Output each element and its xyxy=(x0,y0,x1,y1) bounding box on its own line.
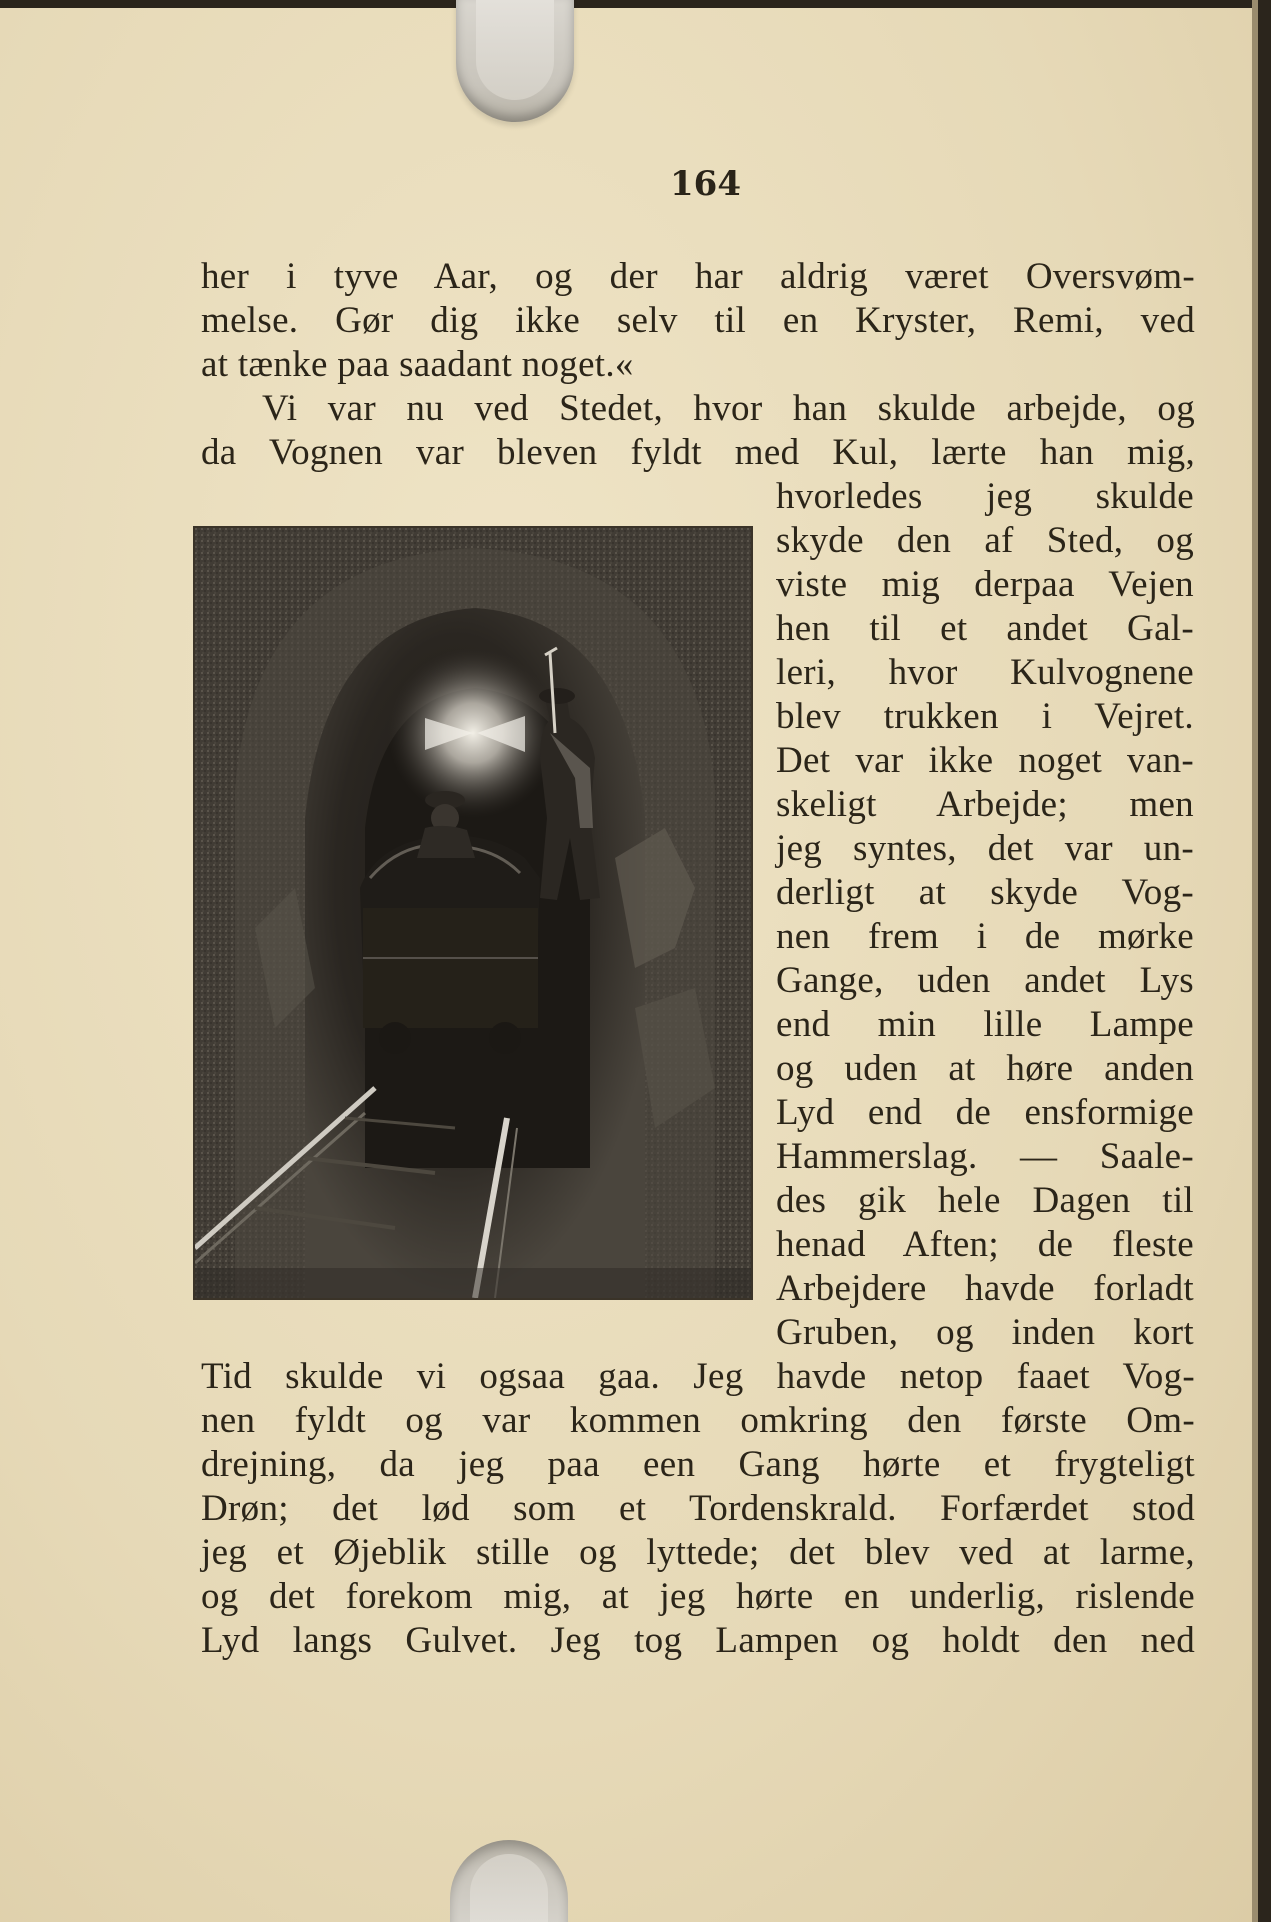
text-line: Lyd langs Gulvet. Jeg tog Lampen og holdt den ned xyxy=(201,1620,1195,1661)
text-line: des gik hele Dagen til xyxy=(776,1180,1194,1221)
text-line: nen fyldt og var kommen omkring den første Om- xyxy=(201,1400,1195,1441)
text-line: Vi var nu ved Stedet, hvor han skulde arbejde, og xyxy=(262,388,1195,429)
text-line: her i tyve Aar, og der har aldrig været Oversvøm- xyxy=(201,256,1195,297)
text-line: og uden at høre anden xyxy=(776,1048,1194,1089)
text-line: da Vognen var bleven fyldt med Kul, lærte han mig, xyxy=(201,432,1195,473)
text-line: Gange, uden andet Lys xyxy=(776,960,1194,1001)
text-line: og det forekom mig, at jeg hørte en underlig, rislende xyxy=(201,1576,1195,1617)
text-line: leri, hvor Kulvognene xyxy=(776,652,1194,693)
text-line: hvorledes jeg skulde xyxy=(776,476,1194,517)
text-line: Arbejdere havde forladt xyxy=(776,1268,1194,1309)
text-line: melse. Gør dig ikke selv til en Kryster, Remi, ved xyxy=(201,300,1195,341)
text-line: Drøn; det lød som et Tordenskrald. Forfærdet stod xyxy=(201,1488,1195,1529)
text-line: skeligt Arbejde; men xyxy=(776,784,1194,825)
text-line: skyde den af Sted, og xyxy=(776,520,1194,561)
text-line: Det var ikke noget van- xyxy=(776,740,1194,781)
text-line: Lyd end de ensformige xyxy=(776,1092,1194,1133)
scan-top-edge xyxy=(0,0,1262,8)
text-line: henad Aften; de fleste xyxy=(776,1224,1194,1265)
page-clip-top xyxy=(456,0,574,122)
text-line: viste mig derpaa Vejen xyxy=(776,564,1194,605)
text-line: blev trukken i Vejret. xyxy=(776,696,1194,737)
scan-background-edge xyxy=(1258,0,1271,1922)
text-line: jeg syntes, det var un- xyxy=(776,828,1194,869)
text-line: derligt at skyde Vog- xyxy=(776,872,1194,913)
text-line: Hammerslag. — Saale- xyxy=(776,1136,1194,1177)
text-line: drejning, da jeg paa een Gang hørte et frygteligt xyxy=(201,1444,1195,1485)
text-line: nen frem i de mørke xyxy=(776,916,1194,957)
mine-illustration xyxy=(193,526,753,1300)
text-line: jeg et Øjeblik stille og lyttede; det blev ved at larme, xyxy=(201,1532,1195,1573)
page-number: 164 xyxy=(670,164,741,204)
text-line: hen til et andet Gal- xyxy=(776,608,1194,649)
text-line: at tænke paa saadant noget.« xyxy=(201,344,634,385)
text-line: Gruben, og inden kort xyxy=(776,1312,1194,1353)
page-clip-bottom xyxy=(450,1840,568,1922)
text-line: Tid skulde vi ogsaa gaa. Jeg havde netop faaet Vog- xyxy=(201,1356,1195,1397)
text-line: end min lille Lampe xyxy=(776,1004,1194,1045)
